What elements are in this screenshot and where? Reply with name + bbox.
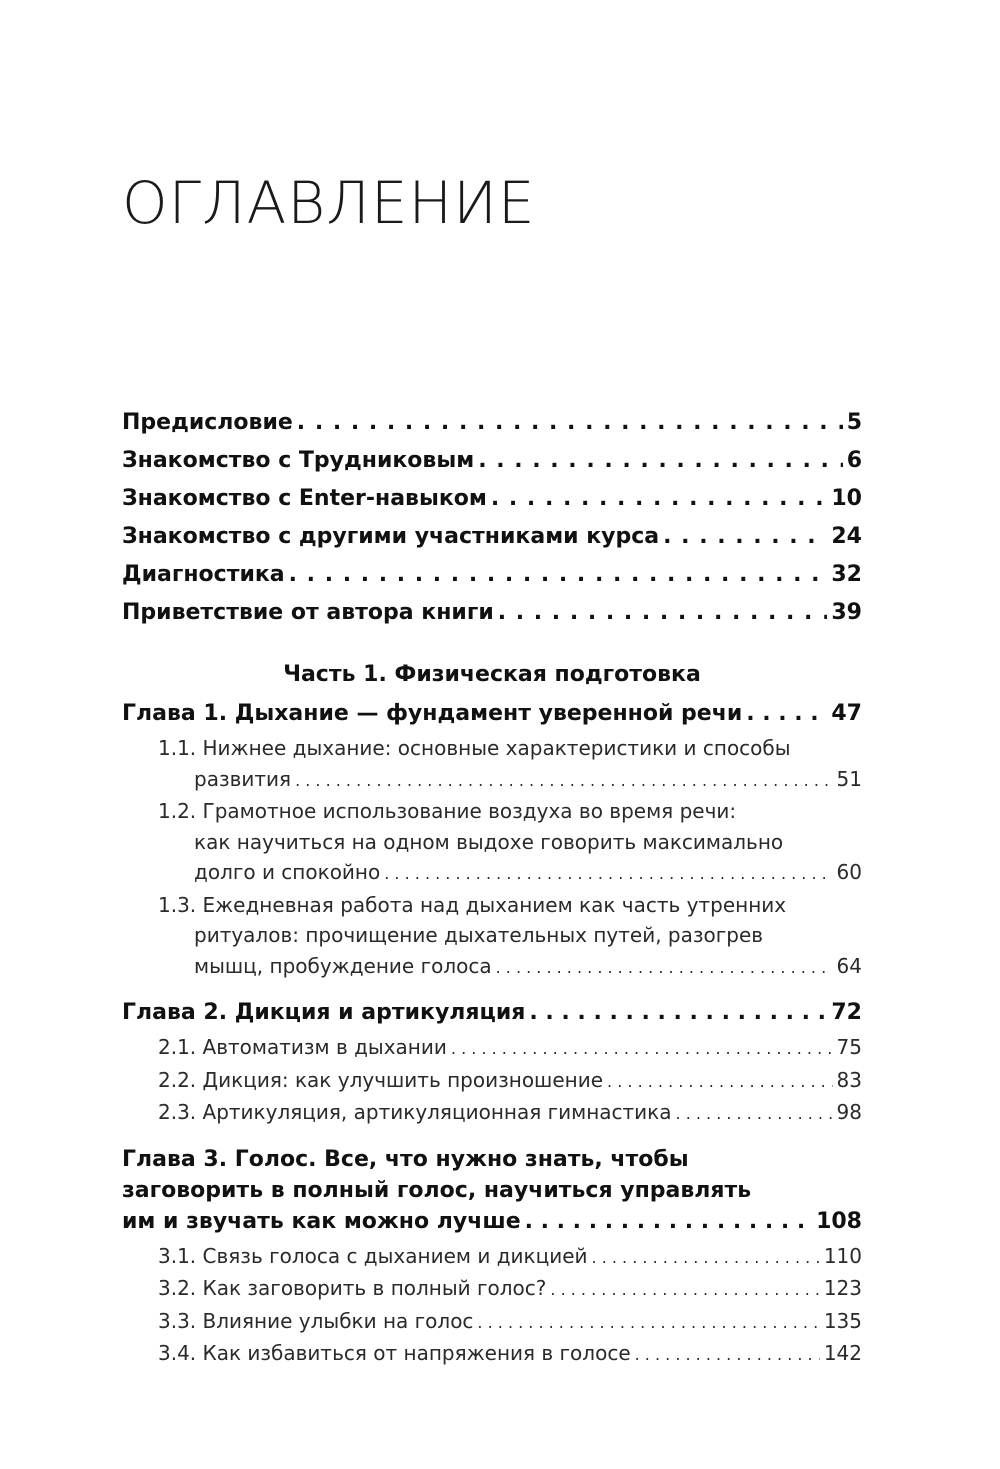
dot-leader	[550, 1273, 819, 1306]
dot-leader	[663, 518, 827, 556]
dot-leader	[607, 1065, 833, 1098]
section-page: 135	[823, 1308, 862, 1333]
toc-entry-trudnikov[interactable]	[122, 442, 862, 480]
section-title: 3.3. Влияние улыбки на голос	[158, 1308, 474, 1333]
toc-entry-title: Знакомство с другими участниками курса	[122, 524, 660, 549]
toc-entry-title: Диагностика	[122, 562, 285, 587]
section-page: 142	[823, 1341, 862, 1365]
section-page: 60	[836, 860, 862, 884]
section-title: 2.2. Дикция: как улучшить произношение	[158, 1067, 604, 1092]
section-3-3[interactable]	[122, 1306, 862, 1339]
toc-entry-page: 24	[831, 524, 862, 549]
chapter-title-line: им и звучать как можно лучше	[122, 1208, 521, 1234]
dot-leader	[592, 1241, 820, 1274]
section-2-2[interactable]	[122, 1065, 862, 1098]
section-2-1[interactable]	[122, 1032, 862, 1065]
section-line: как научиться на одном выдохе говорить максимально	[194, 829, 784, 854]
toc-entry-preface[interactable]	[122, 404, 862, 442]
chapter-1-sections	[122, 733, 862, 983]
chapter-page: 108	[816, 1208, 862, 1234]
dot-leader	[478, 442, 842, 480]
section-page: 64	[836, 953, 862, 978]
section-page: 51	[836, 766, 862, 791]
dot-leader	[496, 951, 833, 984]
section-line: развития	[194, 766, 292, 791]
chapter-title: Глава 1. Дыхание — фундамент уверенной речи	[122, 701, 743, 726]
section-1-2[interactable]	[122, 796, 862, 890]
section-2-3[interactable]	[122, 1097, 862, 1130]
toc-entry-diagnostics[interactable]	[122, 556, 862, 594]
chapter-1[interactable]	[122, 698, 862, 729]
toc-entry-page: 32	[831, 562, 862, 587]
dot-leader	[297, 404, 843, 442]
section-page: 123	[823, 1276, 862, 1300]
dot-leader	[491, 480, 827, 518]
dot-leader	[529, 997, 827, 1028]
section-title: 2.1. Автоматизм в дыхании	[158, 1035, 447, 1059]
section-1-3[interactable]	[122, 890, 862, 984]
chapter-page: 72	[831, 1000, 862, 1025]
section-line: 1.1. Нижнее дыхание: основные характеристики и способы	[158, 736, 791, 760]
chapter-2[interactable]	[122, 997, 862, 1028]
dot-leader	[451, 1032, 833, 1065]
toc-entry-participants[interactable]	[122, 518, 862, 556]
chapter-title-line: Глава 3. Голос. Все, что нужно знать, чтобы	[122, 1146, 689, 1172]
dot-leader	[676, 1097, 833, 1130]
section-page: 110	[823, 1243, 862, 1268]
table-of-contents	[122, 404, 862, 1371]
section-page: 98	[836, 1100, 862, 1124]
toc-entry-page: 39	[831, 600, 862, 625]
chapter-3-sections	[122, 1241, 862, 1371]
section-line: 1.3. Ежедневная работа над дыханием как часть утренних	[158, 892, 787, 917]
section-line: мышц, пробуждение голоса	[194, 953, 492, 978]
section-3-4[interactable]	[122, 1338, 862, 1371]
chapter-page: 47	[831, 701, 862, 726]
section-line: 1.2. Грамотное использование воздуха во время речи:	[158, 799, 737, 823]
dot-leader	[746, 698, 827, 729]
toc-entry-greeting[interactable]	[122, 594, 862, 632]
section-title: 3.2. Как заговорить в полный голос?	[158, 1276, 547, 1300]
part-heading: Часть 1. Физическая подготовка	[283, 662, 701, 687]
chapter-2-sections	[122, 1032, 862, 1130]
dot-leader	[498, 594, 828, 632]
toc-entry-page: 5	[846, 410, 862, 435]
section-3-2[interactable]	[122, 1273, 862, 1306]
toc-entry-title: Знакомство с Enter-навыком	[122, 486, 487, 511]
page-title: ОГЛАВЛЕНИЕ	[122, 169, 536, 237]
chapter-title-line: заговорить в полный голос, научиться управлять	[122, 1177, 752, 1203]
dot-leader	[384, 857, 832, 890]
toc-entry-page: 6	[846, 448, 862, 473]
section-title: 3.4. Как избавиться от напряжения в голосе	[158, 1341, 631, 1365]
toc-entry-page: 10	[831, 486, 862, 511]
dot-leader	[635, 1338, 820, 1371]
dot-leader	[477, 1306, 819, 1339]
dot-leader	[295, 764, 832, 797]
chapter-title: Глава 2. Дикция и артикуляция	[122, 1000, 526, 1025]
section-3-1[interactable]	[122, 1241, 862, 1274]
toc-entry-title: Приветствие от автора книги	[122, 600, 494, 625]
section-title: 3.1. Связь голоса с дыханием и дикцией	[158, 1243, 588, 1268]
dot-leader	[289, 556, 828, 594]
section-line: долго и спокойно	[194, 860, 381, 884]
chapter-3[interactable]	[122, 1144, 862, 1237]
section-page: 83	[836, 1067, 862, 1092]
section-page: 75	[836, 1035, 862, 1059]
section-1-1[interactable]	[122, 733, 862, 796]
section-line: ритуалов: прочищение дыхательных путей, разогрев	[194, 923, 764, 947]
toc-entry-enter-skill[interactable]	[122, 480, 862, 518]
toc-entry-title: Предисловие	[122, 410, 293, 435]
section-title: 2.3. Артикуляция, артикуляционная гимнастика	[158, 1100, 672, 1124]
dot-leader	[525, 1206, 812, 1237]
toc-entry-title: Знакомство с Трудниковым	[122, 448, 475, 473]
